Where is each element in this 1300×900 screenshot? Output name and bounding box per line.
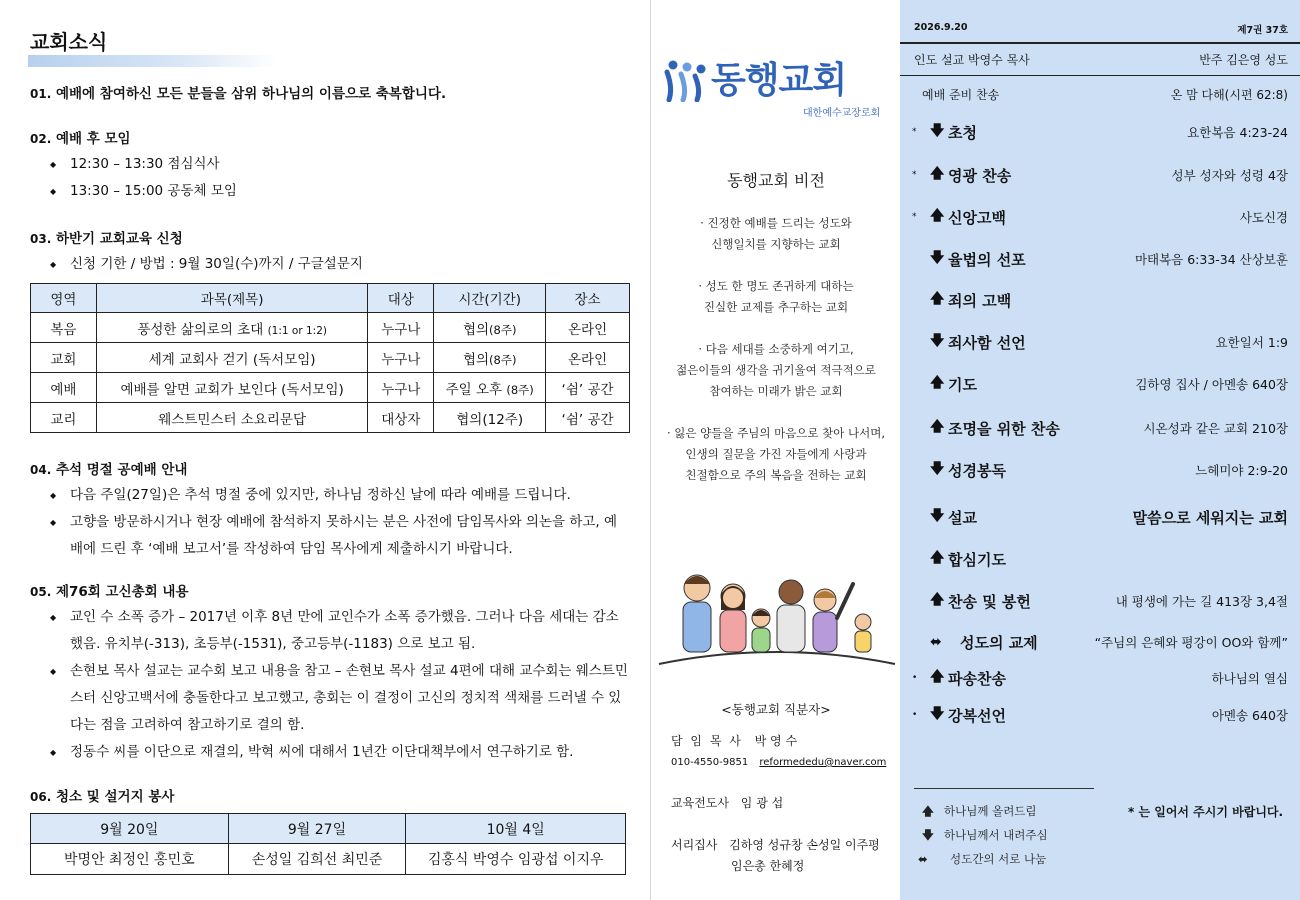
table-header: 장소	[546, 284, 630, 313]
title-underline-bar	[28, 55, 278, 67]
education-table	[30, 283, 630, 433]
table-row	[31, 313, 630, 343]
logo-text: 동행교회	[711, 60, 847, 101]
order-item	[912, 372, 1288, 396]
table-cell: 온라인	[546, 343, 630, 373]
vision-item	[651, 213, 901, 255]
standing-marker: •	[912, 710, 918, 720]
order-item	[912, 205, 1288, 229]
legend-item	[922, 827, 1048, 847]
legend-item	[922, 803, 1037, 823]
arrow-up-icon: 🡅	[930, 419, 945, 435]
vision-line: · 잃은 양들을 주님의 마음으로 찾아 나서며,	[666, 426, 886, 440]
news-section-1	[30, 82, 630, 110]
list-item: ◆ 13:30 – 15:00 공동체 모임	[50, 178, 630, 205]
order-value: 느헤미야 2:9-20	[1195, 463, 1288, 478]
arrow-up-icon: 🡅	[930, 375, 945, 391]
order-label: 죄의 고백	[948, 291, 1012, 310]
vision-item	[651, 423, 901, 486]
section-number: 04.	[30, 463, 52, 477]
vision-line: 신행일치를 지향하는 교회	[711, 237, 841, 251]
table-header: 영역	[31, 284, 97, 313]
order-value: 하나님의 열심	[1211, 671, 1288, 686]
order-label: 파송찬송	[948, 669, 1006, 688]
order-item	[912, 703, 1288, 727]
table-cell: 대상자	[368, 403, 434, 433]
section-number: 06.	[30, 790, 52, 804]
arrow-up-icon: 🡅	[930, 291, 945, 307]
arrow-down-icon: 🡇	[930, 250, 945, 266]
table-cell: 온라인	[546, 313, 630, 343]
news-section-4	[30, 458, 630, 563]
order-label: 조명을 위한 찬송	[948, 419, 1060, 438]
order-value: 내 평생에 가는 길 413장 3,4절	[1115, 594, 1288, 609]
legend-text: 하나님께 올려드림	[944, 804, 1037, 818]
pastor-row	[671, 732, 797, 750]
time-text: 주일 오후	[445, 381, 503, 398]
order-item	[912, 416, 1288, 440]
section-number: 03.	[30, 232, 52, 246]
vision-line: 참여하는 미래가 밝은 교회	[709, 384, 843, 398]
vision-line: 인생의 질문을 가진 자들에게 사랑과	[685, 447, 867, 461]
order-label: 성경봉독	[948, 461, 1006, 480]
table-cell: 세계 교회사 걷기 (독서모임)	[96, 343, 368, 373]
list-item: ◆ 정동수 씨를 이단으로 재결의, 박혁 씨에 대해서 1년간 이단대책부에서 연구하기로 함.	[50, 739, 630, 766]
leaders-divider	[900, 75, 1300, 76]
order-label: 초청	[948, 123, 977, 142]
arrow-up-icon: 🡅	[930, 166, 945, 182]
table-row	[31, 343, 630, 373]
table-cell	[434, 373, 546, 403]
arrow-both-icon: ⬌	[930, 634, 942, 650]
table-header: 9월 27일	[228, 814, 406, 844]
order-item	[912, 666, 1288, 690]
order-label: 합심기도	[948, 550, 1006, 569]
cleaning-table	[30, 813, 626, 875]
arrow-up-icon: 🡅	[930, 208, 945, 224]
section-text: 예배에 참여하신 모든 분들을 삼위 하나님의 이름으로 축복합니다.	[55, 86, 447, 102]
vision-line: · 진정한 예배를 드리는 성도와	[700, 216, 852, 230]
table-cell: 교리	[31, 403, 97, 433]
news-section-6	[30, 785, 630, 875]
list-item: ◆ 신청 기한 / 방법 : 9월 30일(수)까지 / 구글설문지	[50, 251, 630, 278]
vision-line: 진실한 교제를 추구하는 교회	[703, 300, 849, 314]
order-value: 김하영 집사 / 아멘송 640장	[1135, 377, 1288, 392]
staff-title: <동행교회 직분자>	[721, 702, 831, 717]
arrow-up-icon: 🡅	[930, 592, 945, 608]
order-item	[912, 288, 1288, 312]
vision-line: 젊은이들의 생각을 귀기울여 적극적으로	[676, 363, 876, 377]
legend-text: 하나님께서 내려주심	[944, 828, 1048, 842]
vision-line: · 다음 세대를 소중하게 여기고,	[698, 342, 854, 356]
phone-number: 010-4550-9851	[671, 757, 749, 768]
contact-row	[671, 754, 886, 772]
time-note: (8주)	[506, 382, 534, 397]
order-label: 설교	[948, 508, 977, 527]
table-cell: 웨스트민스터 소요리문답	[96, 403, 368, 433]
section-title: 하반기 교회교육 신청	[55, 231, 183, 247]
vision-title: 동행교회 비전	[727, 171, 825, 190]
bulletin-header	[914, 22, 1288, 36]
order-label: 율법의 선포	[948, 250, 1026, 269]
order-value: 사도신경	[1239, 210, 1288, 225]
order-value: 아멘송 640장	[1211, 708, 1288, 723]
evangelist-row	[671, 794, 783, 812]
page-title: 교회소식	[30, 30, 108, 54]
bulletin-date: 2026.9.20	[914, 22, 968, 33]
deacon-names: 김하영 성규창 손성일 이주평	[729, 838, 880, 852]
table-cell: 교회	[31, 343, 97, 373]
worship-order-panel	[900, 0, 1300, 900]
order-value: “주님의 은혜와 평강이 OO와 함께”	[1094, 635, 1288, 650]
standing-marker: *	[912, 127, 917, 137]
prep-label: 예배 준비 찬송	[922, 87, 1000, 102]
section-title: 예배 후 모임	[55, 131, 131, 147]
bulletin-volume: 제7권 37호	[1237, 25, 1288, 36]
leaders-row	[914, 51, 1288, 68]
prep-hymn-row	[912, 82, 1288, 106]
table-row	[31, 844, 626, 875]
table-header: 9월 20일	[31, 814, 229, 844]
table-row	[31, 403, 630, 433]
vision-line: 친절함으로 주의 복음을 전하는 교회	[685, 468, 867, 482]
order-label: 찬송 및 봉헌	[948, 592, 1031, 611]
arrow-down-icon: 🡇	[930, 508, 945, 524]
table-row	[31, 373, 630, 403]
time-note: (8주)	[489, 322, 517, 337]
pastor-name: 박 영 수	[754, 734, 798, 748]
list-item: ◆ 고향을 방문하시거나 현장 예배에 참석하지 못하시는 분은 사전에 담임목사와 의논을 하고, 예배에 드린 후 ‘예배 보고서’를 작성하여 담임 목사에게 제출하시기 바랍니다.	[50, 509, 630, 563]
order-value: 요한복음 4:23-24	[1187, 125, 1288, 140]
arrow-up-icon: 🡅	[930, 669, 945, 685]
order-label: 신앙고백	[948, 208, 1006, 227]
table-cell	[96, 313, 368, 343]
family-illustration	[657, 560, 897, 670]
arrow-down-icon: 🡇	[930, 333, 945, 349]
legend-text: 성도간의 서로 나눔	[950, 852, 1047, 866]
order-value: 시온성과 같은 교회 210장	[1143, 421, 1288, 436]
legend-divider	[914, 788, 1094, 789]
order-label: 기도	[948, 375, 977, 394]
list-item: ◆ 교인 수 소폭 증가 – 2017년 이후 8년 만에 교인수가 소폭 증가했음. 그러나 다음 세대는 감소했음. 유치부(-313), 초등부(-1531), 중고등부(-1183) 으로 보고 됨.	[50, 604, 630, 658]
order-label: 성도의 교제	[960, 633, 1038, 652]
order-item	[912, 120, 1288, 144]
arrow-up-icon: 🡅	[930, 550, 945, 566]
table-cell: 누구나	[368, 313, 434, 343]
time-text: 협의	[462, 321, 490, 338]
order-item	[912, 505, 1288, 529]
table-cell: 예배를 알면 교회가 보인다 (독서모임)	[96, 373, 368, 403]
order-item	[912, 163, 1288, 187]
order-item	[912, 547, 1288, 571]
table-cell	[434, 313, 546, 343]
people-logo-icon	[663, 58, 711, 102]
arrow-down-icon: 🡇	[930, 461, 945, 477]
order-label: 강복선언	[948, 706, 1006, 725]
table-cell: 누구나	[368, 373, 434, 403]
subject-text: 풍성한 삶의로의 초대	[137, 321, 264, 338]
evangelist-label: 교육전도사	[671, 796, 729, 810]
evangelist-name: 임 광 섭	[740, 796, 784, 810]
logo-subtitle: 대한예수교장로회	[803, 108, 881, 119]
deacon-label: 서리집사	[671, 838, 718, 852]
legend-item	[918, 851, 1046, 867]
table-cell: 박명안 최정인 홍민호	[31, 844, 229, 875]
order-item	[912, 247, 1288, 271]
news-section-5	[30, 580, 630, 766]
table-cell: 누구나	[368, 343, 434, 373]
news-section-3	[30, 227, 630, 433]
table-cell: 복음	[31, 313, 97, 343]
table-cell: 손성일 김희선 최민준	[228, 844, 406, 875]
order-value: 말씀으로 세워지는 교회	[1132, 508, 1288, 527]
standing-marker: *	[912, 170, 917, 180]
deacon-names: 임은총 한혜정	[731, 859, 805, 873]
order-item	[912, 330, 1288, 354]
section-title: 청소 및 설거지 봉사	[55, 789, 175, 805]
vision-line: · 성도 한 명도 존귀하게 대하는	[698, 279, 854, 293]
accompanist-text: 반주 김은영 성도	[1199, 53, 1288, 67]
arrow-down-icon: 🡇	[922, 828, 934, 842]
table-cell	[434, 343, 546, 373]
section-number: 01.	[30, 87, 52, 101]
table-header: 대상	[368, 284, 434, 313]
section-number: 02.	[30, 132, 52, 146]
order-value: 마태복음 6:33-34 산상보훈	[1134, 252, 1288, 267]
order-item	[912, 458, 1288, 482]
standing-marker: *	[912, 212, 917, 222]
standing-marker: •	[912, 673, 918, 683]
table-header: 과목(제목)	[96, 284, 368, 313]
table-cell: ‘쉼’ 공간	[546, 373, 630, 403]
table-header: 시간(기간)	[434, 284, 546, 313]
section-number: 05.	[30, 585, 52, 599]
time-note: (8주)	[489, 352, 517, 367]
pastor-label: 담 임 목 사	[671, 734, 743, 748]
order-value: 성부 성자와 성령 4장	[1171, 168, 1288, 183]
church-info-column	[650, 0, 900, 900]
vision-item	[651, 276, 901, 318]
time-text: 협의	[462, 351, 490, 368]
prep-value: 온 맘 다해(시편 62:8)	[1170, 87, 1288, 102]
list-item: ◆ 손현보 목사 설교는 교수회 보고 내용을 참고 – 손현보 목사 설교 4편에 대해 교수회는 웨스트민스터 신앙고백서에 충돌한다고 보고했고, 총회는 이 결정이 고신의 정치적 색채를 드러낼 수 있다는 점을 고려하여 참고하기로 결의 함.	[50, 658, 630, 739]
arrow-up-icon: 🡅	[922, 804, 934, 818]
leader-text: 인도 설교 박영수 목사	[914, 53, 1030, 67]
vision-item	[651, 339, 901, 402]
email-link[interactable]: reformededu@naver.com	[759, 757, 887, 768]
section-title: 추석 명절 공예배 안내	[55, 462, 188, 478]
deacons-row	[671, 836, 880, 854]
header-divider	[900, 42, 1300, 44]
table-cell: 김홍식 박영수 임광섭 이지우	[406, 844, 626, 875]
arrow-both-icon: ⬌	[918, 852, 928, 866]
section-title: 제76회 고신총회 내용	[55, 584, 189, 600]
arrow-down-icon: 🡇	[930, 706, 945, 722]
list-item: ◆ 12:30 – 13:30 점심식사	[50, 151, 630, 178]
table-header: 10월 4일	[406, 814, 626, 844]
table-cell: 예배	[31, 373, 97, 403]
list-item: ◆ 다음 주일(27일)은 추석 명절 중에 있지만, 하나님 정하신 날에 따라 예배를 드립니다.	[50, 482, 630, 509]
church-logo	[663, 52, 893, 122]
table-cell: ‘쉼’ 공간	[546, 403, 630, 433]
arrow-down-icon: 🡇	[930, 123, 945, 139]
order-label: 죄사함 선언	[948, 333, 1026, 352]
order-label: 영광 찬송	[948, 166, 1012, 185]
standing-note: * 는 일어서 주시기 바랍니다.	[1128, 805, 1284, 819]
order-value: 요한일서 1:9	[1215, 335, 1288, 350]
subject-note: (1:1 or 1:2)	[267, 324, 327, 337]
order-item	[912, 630, 1288, 654]
news-section-2	[30, 127, 630, 205]
deacons-row-2	[731, 857, 804, 875]
order-item	[912, 589, 1288, 613]
table-cell: 협의(12주)	[434, 403, 546, 433]
